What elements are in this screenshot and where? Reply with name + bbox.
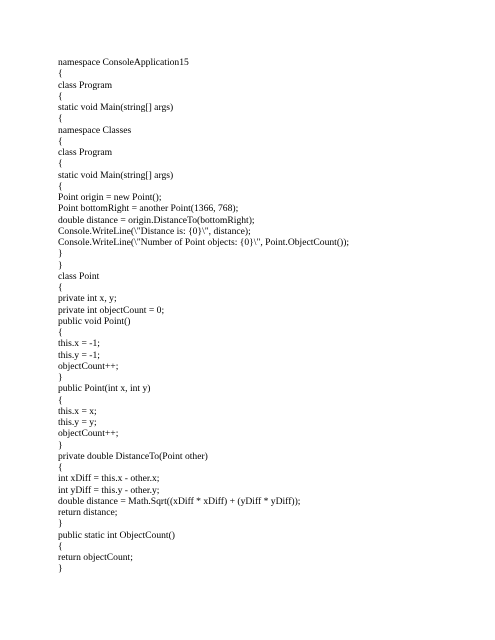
code-line: return distance;: [58, 507, 118, 518]
code-line: {: [58, 135, 63, 147]
code-line: namespace Classes: [58, 124, 132, 136]
code-line: int yDiff = this.y - other.y;: [58, 484, 160, 496]
code-line: class Point: [58, 270, 100, 282]
code-line: double distance = Math.Sqrt((xDiff * xDiff) + (yDiff * yDiff));: [58, 495, 301, 507]
code-line: int xDiff = this.x - other.x;: [58, 473, 160, 485]
code-line: {: [58, 113, 63, 125]
code-line: return objectCount;: [58, 552, 133, 563]
code-line: }: [58, 439, 63, 451]
code-line: {: [58, 462, 63, 473]
code-line: }: [58, 518, 63, 530]
code-line: {: [58, 282, 63, 293]
code-line: {: [58, 68, 63, 80]
code-line: objectCount++;: [58, 360, 119, 372]
code-line: private double DistanceTo(Point other): [58, 450, 208, 462]
code-line: static void Main(string[] args): [58, 169, 174, 181]
code-line: double distance = origin.DistanceTo(bottomRight);: [58, 214, 255, 226]
code-line: }: [58, 248, 63, 260]
code-line: Console.WriteLine(\"Number of Point objects: {0}\", Point.ObjectCount());: [58, 237, 350, 248]
code-line: this.y = -1;: [58, 349, 100, 361]
code-line: class Program: [58, 147, 113, 158]
code-listing: [58, 57, 349, 575]
code-line: static void Main(string[] args): [58, 102, 174, 113]
code-line: }: [58, 563, 63, 575]
code-line: private int objectCount = 0;: [58, 304, 165, 316]
code-line: {: [58, 394, 63, 406]
code-line: }: [58, 259, 63, 271]
code-line: class Program: [58, 79, 113, 91]
code-line: {: [58, 540, 63, 552]
code-line: {: [58, 90, 63, 102]
code-line: {: [58, 180, 63, 192]
code-line: objectCount++;: [58, 428, 119, 440]
code-line: public static int ObjectCount(): [58, 529, 175, 541]
code-line: }: [58, 372, 63, 383]
code-line: Point origin = new Point();: [58, 192, 162, 203]
code-line: {: [58, 158, 63, 170]
code-line: {: [58, 327, 63, 338]
code-line: this.x = -1;: [58, 338, 100, 350]
code-line: this.x = x;: [58, 405, 97, 417]
code-line: private int x, y;: [58, 293, 117, 305]
code-line: Console.WriteLine(\"Distance is: {0}\", distance);: [58, 225, 251, 237]
code-line: public Point(int x, int y): [58, 383, 151, 395]
code-line: this.y = y;: [58, 417, 97, 428]
code-line: Point bottomRight = another Point(1366, 768);: [58, 203, 239, 215]
code-line: namespace ConsoleApplication15: [58, 57, 189, 68]
code-line: public void Point(): [58, 315, 131, 327]
